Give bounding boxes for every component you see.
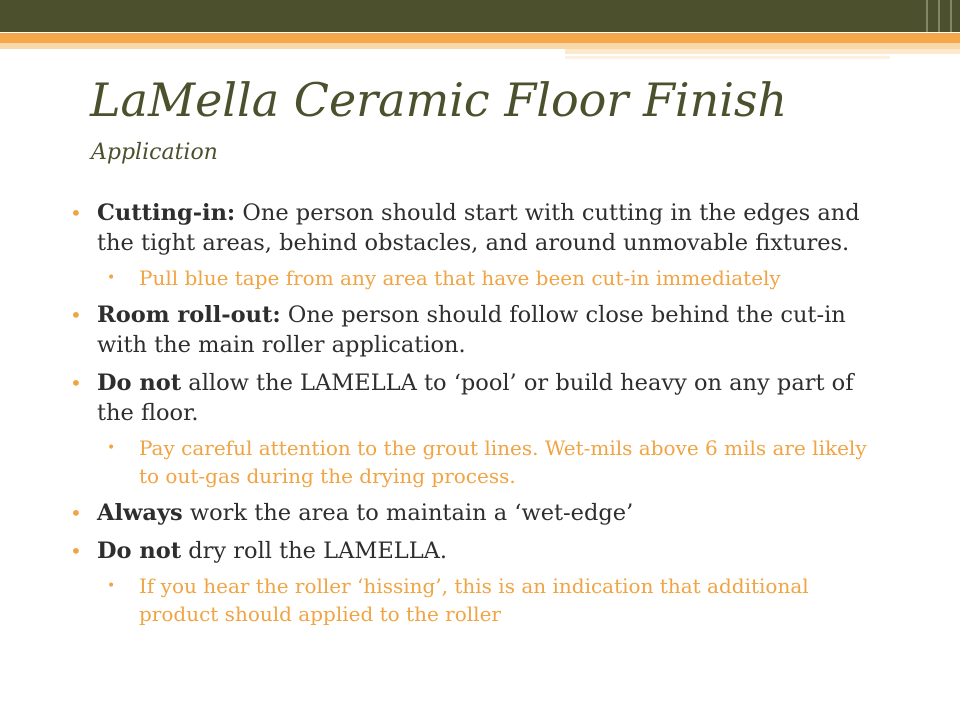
bullet-bold: Do not bbox=[97, 538, 182, 564]
bullet-text: One person should start with cutting in the edges and the tight areas, behind obstacles, and around unmovable fixtures. bbox=[97, 200, 860, 256]
bullet-bold: Always bbox=[97, 500, 183, 526]
bullet-text: One person should follow close behind the cut-in with the main roller application. bbox=[97, 302, 846, 358]
sub-bullet-icon: • bbox=[107, 578, 116, 594]
bullet-item-do-not-pool bbox=[70, 368, 890, 428]
top-bar-stripes bbox=[920, 0, 960, 32]
bullet-text: dry roll the LAMELLA. bbox=[181, 538, 448, 564]
bullet-list bbox=[70, 198, 890, 636]
sub-bullet-grout-lines bbox=[70, 434, 890, 490]
bullet-icon: • bbox=[70, 501, 82, 525]
top-bar-dark bbox=[0, 0, 960, 32]
sub-bullet-text: Pay careful attention to the grout lines. Wet-mils above 6 mils are likely to out-gas during the drying process. bbox=[139, 436, 867, 488]
sub-bullet-icon: • bbox=[107, 440, 116, 456]
bullet-bold: Cutting-in: bbox=[97, 200, 236, 226]
bullet-icon: • bbox=[70, 201, 82, 225]
slide-title: LaMella Ceramic Floor Finish bbox=[90, 73, 788, 127]
top-bar-orange bbox=[0, 33, 960, 43]
top-bar-orange-fade bbox=[565, 49, 960, 54]
bullet-text: allow the LAMELLA to ‘pool’ or build heavy on any part of the floor. bbox=[97, 370, 854, 426]
sub-bullet-text: If you hear the roller ‘hissing’, this is an indication that additional product should applied to the roller bbox=[139, 574, 809, 626]
bullet-bold: Do not bbox=[97, 370, 182, 396]
bullet-icon: • bbox=[70, 539, 82, 563]
bullet-item-do-not-dry-roll bbox=[70, 536, 890, 566]
sub-bullet-text: Pull blue tape from any area that have been cut-in immediately bbox=[139, 266, 781, 290]
sub-bullet-blue-tape bbox=[70, 264, 890, 292]
top-bar-thin bbox=[565, 56, 890, 59]
bullet-item-always bbox=[70, 498, 890, 528]
bullet-bold: Room roll-out: bbox=[97, 302, 281, 328]
bullet-item-cutting-in bbox=[70, 198, 890, 258]
slide-subtitle: Application bbox=[91, 140, 218, 165]
bullet-text: work the area to maintain a ‘wet-edge’ bbox=[182, 500, 634, 526]
bullet-icon: • bbox=[70, 371, 82, 395]
bullet-icon: • bbox=[70, 303, 82, 327]
bullet-item-room-roll-out bbox=[70, 300, 890, 360]
sub-bullet-hissing bbox=[70, 572, 890, 628]
sub-bullet-icon: • bbox=[107, 270, 116, 286]
